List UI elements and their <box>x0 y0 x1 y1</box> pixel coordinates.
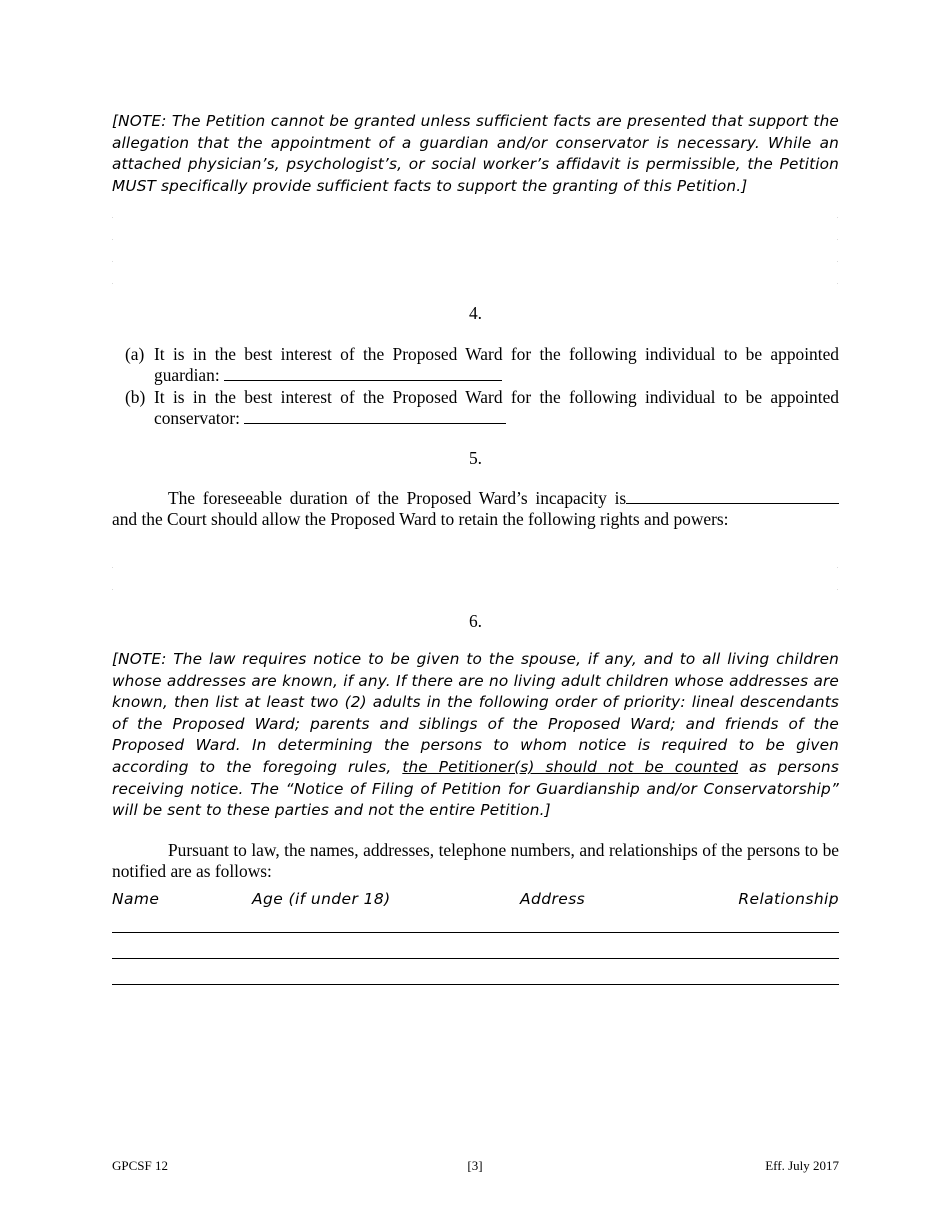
retained-rights-text: and the Court should allow the Proposed Ward to retain the following rights and powers: <box>112 509 729 530</box>
column-age: Age (if under 18) <box>252 890 391 908</box>
scan-dot <box>112 589 113 590</box>
scan-dot <box>112 239 113 240</box>
incapacity-duration-field[interactable] <box>626 488 839 504</box>
note-2-text <box>112 649 839 822</box>
section-number-5: 5. <box>468 448 483 468</box>
column-name: Name <box>112 890 160 908</box>
item-b-label: (b) <box>125 386 146 407</box>
scan-dot <box>837 283 838 284</box>
note-2-underlined: the Petitioner(s) should not be counted <box>402 757 739 776</box>
scan-dot <box>837 589 838 590</box>
footer-page-number: [3] <box>467 1158 483 1173</box>
section-4-item-b <box>112 387 839 430</box>
footer-form-id: GPCSF 12 <box>112 1158 168 1173</box>
footer-effective-date: Eff. July 2017 <box>765 1158 839 1173</box>
scan-dot <box>837 567 838 568</box>
item-b-text: It is in the best interest of the Proposed Ward for the following individual to be appointed conservator: <box>154 386 839 428</box>
note-2-part2: as persons receiving notice. The “Notice of Filing of Petition for Guardianship and/or Conservatorship” will be sent to these parties and not the entire Petition.] <box>112 757 840 820</box>
scan-dot <box>112 261 113 262</box>
conservator-name-field[interactable] <box>244 408 506 424</box>
incapacity-duration-line <box>112 488 839 509</box>
note-1-text: [NOTE: The Petition cannot be granted unless sufficient facts are presented that support the allegation that the appointment of a guardian and/or conservator is necessary. While an attached physician’s, psychologist’s, or social worker’s affidavit is permissible, the Petition MUST specifically provide sufficient facts to support the granting of this Petition.] <box>112 112 839 195</box>
incapacity-duration-text: The foreseeable duration of the Proposed Ward’s incapacity is <box>168 488 627 508</box>
note-notice-requirements <box>112 649 839 822</box>
note-2-part1: [NOTE: The law requires notice to be given to the spouse, if any, and to all living children whose addresses are known, if any. If there are no living adult children whose addresses are known, then list at least two (2) adults in the following order of priority: lineal descendants of the Proposed Ward; parents and siblings of the Proposed Ward; and friends of the Proposed Ward. In determining the persons to whom notice is required to be given according to the foregoing rules, <box>112 650 839 776</box>
scan-dot <box>112 283 113 284</box>
guardian-name-field[interactable] <box>224 365 502 381</box>
scan-dot <box>112 217 113 218</box>
notified-person-row-1-line[interactable] <box>112 932 839 933</box>
column-relationship: Relationship <box>738 890 839 908</box>
pursuant-paragraph <box>112 840 839 883</box>
scan-dot <box>112 567 113 568</box>
note-insufficient-facts <box>112 111 839 197</box>
notified-persons-header <box>112 890 839 912</box>
column-address: Address <box>520 890 586 908</box>
section-4-item-a <box>112 344 839 387</box>
section-4-body <box>112 344 839 429</box>
notified-person-row-2-line[interactable] <box>112 958 839 959</box>
scan-dot <box>837 239 838 240</box>
section-number-4: 4. <box>468 303 483 323</box>
scan-dot <box>837 217 838 218</box>
scan-dot <box>837 261 838 262</box>
item-a-text: It is in the best interest of the Proposed Ward for the following individual to be appointed guardian: <box>154 344 839 386</box>
section-number-6: 6. <box>468 611 483 631</box>
notified-person-row-3-line[interactable] <box>112 984 839 985</box>
item-a-label: (a) <box>125 344 145 364</box>
section-5-body <box>112 488 839 531</box>
pursuant-text: Pursuant to law, the names, addresses, telephone numbers, and relationships of the persons to be notified are as follows: <box>112 840 839 882</box>
